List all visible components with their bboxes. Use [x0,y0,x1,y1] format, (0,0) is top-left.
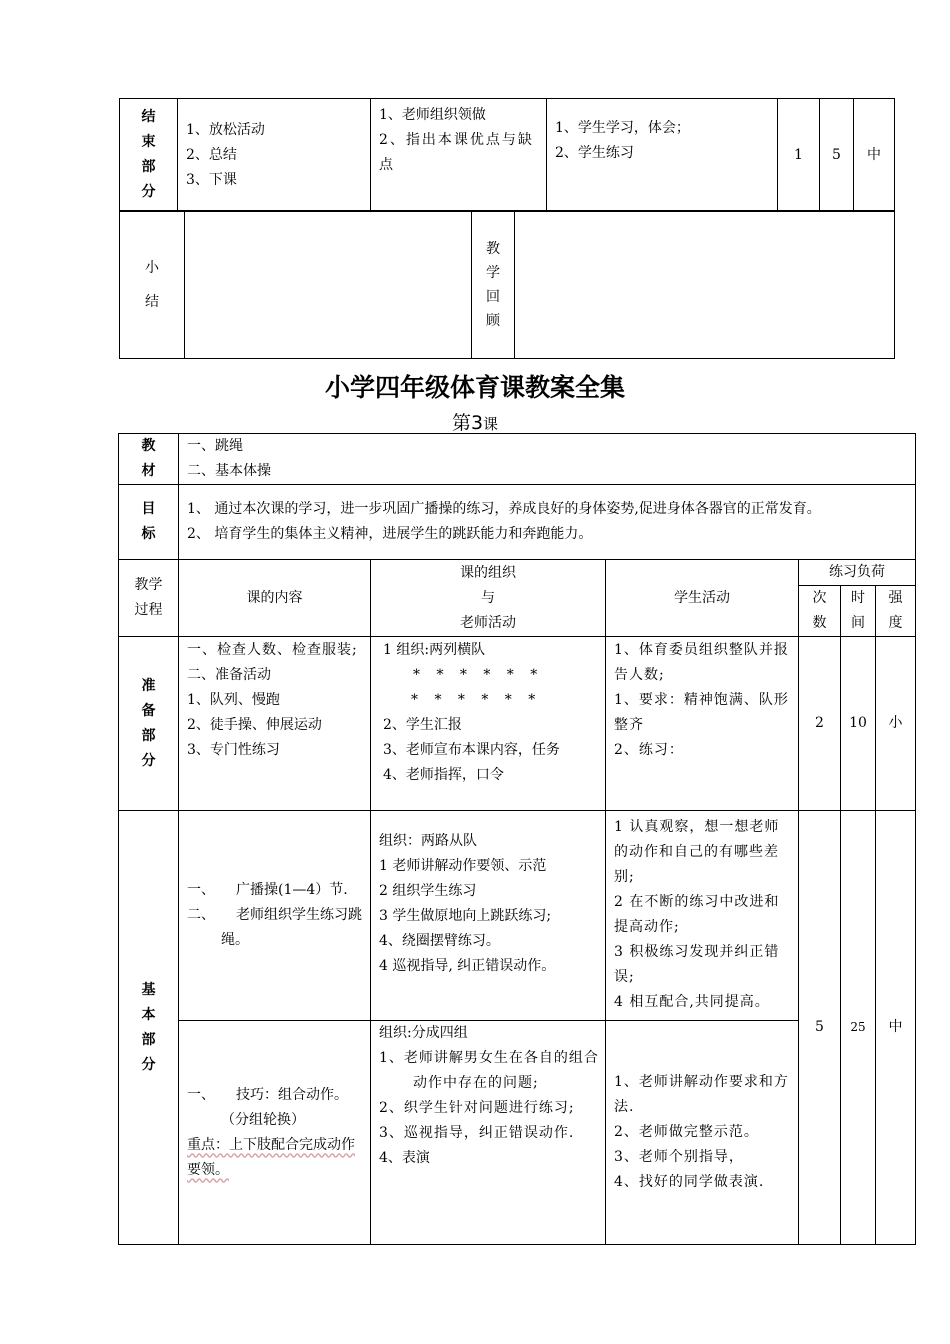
basic-student-2: 1、老师讲解动作要求和方法. 2、老师做完整示范。 3、老师个别指导， 4、找好的同学做表演. [606,1021,799,1245]
end-section-label: 结 束 部 分 [120,99,178,212]
end-section-times: 1 [778,99,820,212]
page-title: 小学四年级体育课教案全集 [324,373,625,402]
basic-org-2: 组织:分成四组 1、老师讲解男女生在各自的组合动作中存在的问题; 2、织学生针对问题进行练习; 3、巡视指导，纠正错误动作. 4、表演 [371,1021,606,1245]
end-section-intensity: 中 [854,99,895,212]
basic-org-1: 组织：两路从队 1 老师讲解动作要领、示范 2 组织学生练习 3 学生做原地向上跳跃练习; 4、绕圈摆臂练习。 4 巡视指导, 纠正错误动作。 [371,811,606,1021]
header-student: 学生活动 [606,560,799,637]
goal-content: 1、 通过本次课的学习，进一步巩固广播操的练习，养成良好的身体姿势,促进身体各器官的正常发育。 2、 培育学生的集体主义精神，进展学生的跳跃能力和奔跑能力。 [179,485,916,560]
header-times: 次 数 [799,586,841,637]
basic-times: 5 [799,811,841,1245]
formation-row-1: * * * * * * [413,667,544,683]
review-cell [515,211,895,359]
basic-content-1: 一、 广播操(1—4）节. 二、 老师组织学生练习跳绳。 [179,811,371,1021]
summary-cell [185,211,472,359]
prep-student: 1、体育委员组织整队并报告人数; 1、要求：精神饱满、队形整齐 2、练习： [606,637,799,811]
formation-row-2: * * * * * * [411,692,542,708]
lesson-table [118,433,916,1245]
end-section-table [119,98,895,212]
header-content: 课的内容 [179,560,371,637]
header-process: 教学 过程 [119,560,179,637]
header-load: 练习负荷 [799,560,916,586]
prep-org: 1 组织:两列横队 * * * * * * * * * * * * 2、学生汇报 3、老师宣布本课内容，任务 4、老师指挥，口令 [371,637,606,811]
prep-minutes: 10 [841,637,876,811]
lesson-number: 第3课 [451,412,499,434]
summary-label: 小 结 [120,211,185,359]
prep-times: 2 [799,637,841,811]
end-section-student: 1、学生学习，体会； 2、学生练习 [547,99,778,212]
basic-intensity: 中 [876,811,916,1245]
end-section-teacher: 1、老师组织领做 2、指出本课优点与缺点 [371,99,547,212]
goal-label: 目 标 [119,485,179,560]
basic-content-2: 一、 技巧：组合动作。（分组轮换） 重点：上下肢配合完成动作要领。 [179,1021,371,1245]
material-content: 一、跳绳 二、基本体操 [179,434,916,485]
header-org: 课的组织 与 老师活动 [371,560,606,637]
review-label: 教 学 回 顾 [472,211,515,359]
prep-intensity: 小 [876,637,916,811]
end-section-minutes: 5 [820,99,854,212]
summary-table [119,210,895,359]
header-minutes: 时 间 [841,586,876,637]
basic-label: 基 本 部 分 [119,811,179,1245]
prep-content: 一、检查人数、检查服装; 二、准备活动 1、队列、慢跑 2、徒手操、伸展运动 3、专门性练习 [179,637,371,811]
end-section-content: 1、放松活动 2、总结 3、下课 [178,99,371,212]
basic-minutes: 25 [841,811,876,1245]
material-label: 教 材 [119,434,179,485]
header-intensity: 强 度 [876,586,916,637]
basic-student-1: 1 认真观察，想一想老师的动作和自己的有哪些差别; 2 在不断的练习中改进和提高动作; 3 积极练习发现并纠正错误; 4 相互配合,共同提高。 [606,811,799,1021]
prep-label: 准 备 部 分 [119,637,179,811]
